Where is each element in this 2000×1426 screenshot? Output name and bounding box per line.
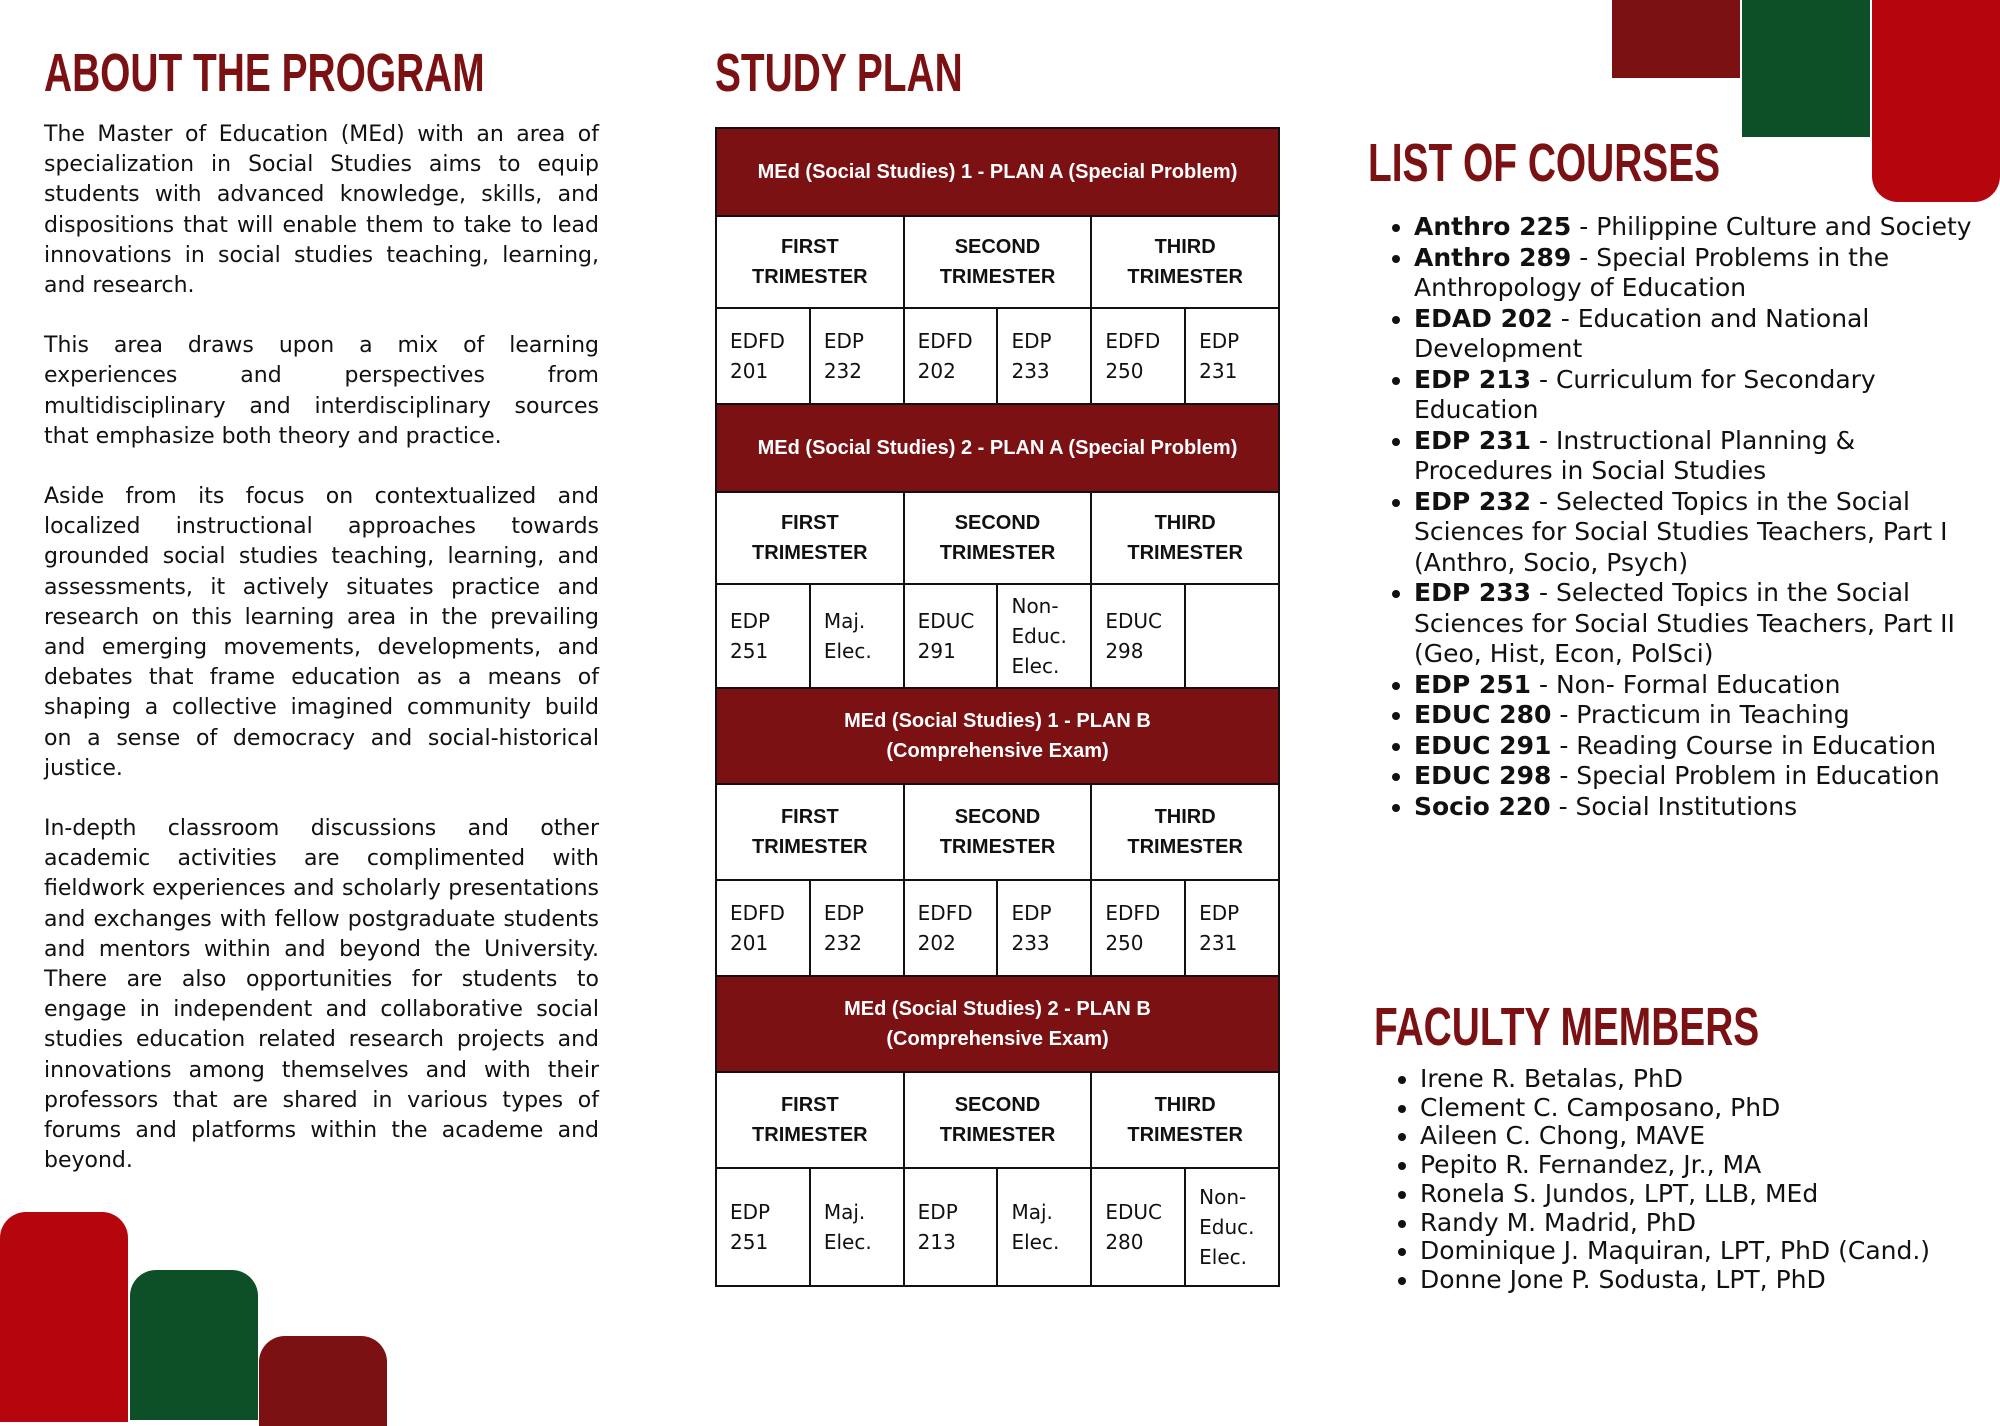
course-cell-line: EDP [1199,901,1240,925]
course-cell-line: EDP [1011,901,1052,925]
course-cell [904,1168,998,1286]
plan-title-line: MEd (Social Studies) 1 - PLAN B [844,710,1151,732]
course-cell-line: EDP [730,609,771,633]
about-paragraph: Aside from its focus on contextualized and localized instructional approaches towards grounded social studies teaching, learning, and assessments, it actively situates practice and research on this learning area in the prevailing and emerging movements, developments, and debates that frame education as a means of shaping a collective imagined community build on a sense of democracy and social-historical justice. [44,484,599,781]
course-item [1414,212,1974,243]
course-code: EDAD 202 [1414,303,1553,333]
course-cell [997,1168,1091,1286]
course-cell [1091,584,1185,688]
course-cell-line: EDP [823,901,864,925]
course-cell-line: Non- [1199,1185,1247,1209]
course-description: - Special Problem in Education [1551,761,1940,790]
trimester-header-third [1091,1072,1279,1168]
decor-block-maroon-top [1612,0,1740,78]
faculty-member: • Aileen C. Chong, MAVE [1420,1122,1980,1151]
course-cell-line: EDFD [1105,329,1161,353]
course-cell-line: Educ. [1011,624,1067,648]
faculty-member: • Dominique J. Maquiran, LPT, PhD (Cand.) [1420,1237,1980,1266]
faculty-member: • Donne Jone P. Sodusta, LPT, PhD [1420,1266,1980,1295]
trimester-label: TRIMESTER [1127,836,1243,858]
trimester-label: TRIMESTER [939,1124,1056,1146]
course-cell [716,308,810,404]
plan-title-line: (Comprehensive Exam) [886,1028,1109,1050]
trimester-label: SECOND [954,1094,1041,1116]
plan-title [716,976,1279,1072]
course-item [1414,700,1974,731]
trimester-label: TRIMESTER [939,266,1056,288]
trimester-label: TRIMESTER [752,266,868,288]
course-cell-line: EDUC [917,609,975,633]
course-cell-line: EDP [1199,329,1240,353]
trimester-header-second [904,216,1092,308]
trimester-header-first [716,784,904,880]
course-cell-line: Non- [1011,594,1059,618]
course-description: - Practicum in Teaching [1551,700,1850,729]
course-cell-line: 251 [730,1230,769,1254]
course-description: - Non- Formal Education [1531,669,1841,699]
course-cell-line: EDFD [1105,901,1161,925]
plan-title-line: MEd (Social Studies) 2 - PLAN B [844,998,1151,1020]
course-cell [1185,880,1279,976]
course-cell [904,584,998,688]
about-paragraph: This area draws upon a mix of learning experiences and perspectives from multidisciplinary and interdisciplinary sources that emphasize both theory and practice. [44,333,599,449]
course-cell-line: Maj. [823,609,866,633]
faculty-list [1390,1065,1980,1295]
course-cell [716,880,810,976]
course-cell-line: 251 [730,639,769,663]
trimester-label: TRIMESTER [939,542,1056,564]
course-cell-line: EDUC [1105,1200,1162,1224]
trimester-header-third [1091,784,1279,880]
trimester-header-second [904,784,1092,880]
course-cell [716,584,810,688]
trimester-label: THIRD [1154,236,1216,258]
course-cell [810,1168,904,1286]
course-cell-line: 250 [1105,359,1144,383]
course-description: - Special Problems in the Anthropology of Education [1414,242,1890,302]
course-description: - Social Institutions [1550,791,1798,821]
course-cell-line: Elec. [823,639,872,663]
course-cell-line: 231 [1199,931,1238,955]
course-cell-line: 280 [1105,1230,1144,1254]
faculty-member: • Clement C. Camposano, PhD [1420,1094,1980,1123]
course-cell-line: Educ. [1199,1215,1255,1239]
decor-block-red-top [1872,0,2000,202]
trimester-label: TRIMESTER [939,836,1056,858]
faculty-member: • Randy M. Madrid, PhD [1420,1209,1980,1238]
plan-title-line: (Comprehensive Exam) [886,740,1109,762]
course-cell [810,308,904,404]
course-item [1414,731,1974,762]
trimester-label: TRIMESTER [752,836,868,858]
course-cell [1091,1168,1185,1286]
course-code: Anthro 289 [1414,242,1572,272]
course-item [1414,365,1974,426]
about-text [44,120,599,1207]
about-paragraph: In-depth classroom discussions and other academic activities are complimented with fieldwork experiences and scholarly presentations and exchanges with fellow postgraduate students and mentors within and beyond the University. There are also opportunities for students to engage in independent and collaborative social studies education related research projects and innovations among themselves and with their professors that are shared in various types of forums and platforms within the academe and beyond. [44,816,599,1174]
course-cell [1091,308,1185,404]
course-cell [1185,308,1279,404]
faculty-member: • Irene R. Betalas, PhD [1420,1065,1980,1094]
course-code: EDUC 298 [1414,761,1552,790]
trimester-header-third [1091,492,1279,584]
course-cell-line: EDFD [917,329,973,353]
decor-block-maroon-bottom [259,1336,387,1426]
course-cell [1091,880,1185,976]
course-code: EDP 213 [1414,364,1532,394]
trimester-label: THIRD [1154,512,1216,534]
course-cell-line: 231 [1199,359,1238,383]
about-heading: ABOUT THE PROGRAM [44,43,485,103]
trimester-label: SECOND [954,512,1041,534]
course-description: - Selected Topics in the Social Sciences for Social Studies Teachers, Part II (Geo, Hist, Econ, PolSci) [1414,578,1955,668]
trimester-label: FIRST [780,512,839,534]
course-code: Socio 220 [1414,791,1551,821]
trimester-header-second [904,1072,1092,1168]
course-cell-line: 233 [1011,359,1050,383]
course-cell-line: Elec. [1011,654,1060,678]
course-cell [716,1168,810,1286]
about-paragraph: The Master of Education (MEd) with an area of specialization in Social Studies aims to equip students with advanced knowledge, skills, and dispositions that will enable them to take to lead innovations in social studies teaching, learning, and research. [44,122,599,299]
course-code: EDP 251 [1414,669,1532,699]
plan-title [716,128,1279,216]
trimester-header-second [904,492,1092,584]
course-item [1414,578,1974,670]
course-description: - Curriculum for Secondary Education [1414,364,1876,424]
course-cell-line: EDFD [917,901,973,925]
course-cell [997,584,1091,688]
trimester-label: TRIMESTER [752,542,868,564]
course-code: EDP 233 [1414,578,1532,607]
study-plan-heading: STUDY PLAN [715,43,963,103]
trimester-header-first [716,216,904,308]
course-cell [997,880,1091,976]
course-cell-line: 202 [917,931,956,955]
course-description: - Reading Course in Education [1551,730,1937,760]
course-item [1414,761,1974,792]
faculty-member: • Ronela S. Jundos, LPT, LLB, MEd [1420,1180,1980,1209]
course-cell-line: Elec. [1199,1245,1247,1269]
trimester-label: FIRST [780,236,839,258]
course-cell [1185,1168,1279,1286]
trimester-header-first [716,492,904,584]
faculty-member: • Pepito R. Fernandez, Jr., MA [1420,1151,1980,1180]
trimester-label: FIRST [780,806,839,828]
trimester-label: TRIMESTER [1127,1124,1243,1146]
course-description: - Philippine Culture and Society [1571,212,1972,241]
trimester-label: FIRST [780,1094,839,1116]
trimester-label: THIRD [1154,806,1216,828]
course-cell-line: 213 [917,1230,956,1254]
decor-block-green-bottom [130,1270,258,1420]
trimester-header-third [1091,216,1279,308]
course-cell-line: Elec. [823,1230,872,1254]
course-cell-line: 202 [917,359,956,383]
course-cell-line: 233 [1011,931,1050,955]
study-plan-table [715,127,1280,1287]
trimester-label: THIRD [1154,1094,1216,1116]
plan-title-line: MEd (Social Studies) 1 - PLAN A (Special Problem) [757,161,1238,183]
course-description: - Instructional Planning & Procedures in Social Studies [1414,425,1856,485]
course-cell [810,880,904,976]
course-cell-line: 298 [1105,639,1144,663]
faculty-heading: FACULTY MEMBERS [1374,997,1760,1057]
course-cell-line: Maj. [1011,1200,1053,1224]
course-item [1414,243,1974,304]
course-description: - Education and National Development [1414,303,1870,363]
course-cell [904,308,998,404]
course-cell [1185,584,1279,688]
decor-block-red-bottom [0,1212,128,1422]
course-item [1414,304,1974,365]
course-cell-line: EDP [730,1200,771,1224]
decor-block-green-top [1742,0,1870,137]
trimester-label: TRIMESTER [1127,542,1243,564]
course-cell [810,584,904,688]
course-code: Anthro 225 [1414,212,1572,241]
course-cell-line: 291 [917,639,956,663]
course-code: EDUC 291 [1414,730,1552,760]
trimester-label: SECOND [954,806,1041,828]
course-code: EDP 231 [1414,425,1532,455]
course-cell-line: EDP [823,329,864,353]
course-item [1414,487,1974,579]
course-cell-line: EDFD [730,329,785,353]
plan-title-line: MEd (Social Studies) 2 - PLAN A (Special Problem) [757,437,1238,459]
trimester-label: SECOND [954,236,1041,258]
course-description: - Selected Topics in the Social Sciences for Social Studies Teachers, Part I (Anthro, Socio, Psych) [1414,486,1948,577]
course-cell [997,308,1091,404]
course-item [1414,792,1974,823]
courses-heading: LIST OF COURSES [1368,133,1721,193]
course-item [1414,670,1974,701]
course-cell [904,880,998,976]
plan-title [716,688,1279,784]
course-cell-line: 232 [823,359,863,383]
course-code: EDP 232 [1414,486,1532,516]
courses-list [1384,212,1974,822]
course-cell-line: Elec. [1011,1230,1060,1254]
course-cell-line: 201 [730,931,769,955]
plan-title [716,404,1279,492]
course-cell-line: 250 [1105,931,1144,955]
course-cell-line: EDP [1011,329,1052,353]
trimester-label: TRIMESTER [1127,266,1243,288]
course-cell-line: 232 [823,931,863,955]
trimester-header-first [716,1072,904,1168]
course-cell-line: 201 [730,359,769,383]
course-code: EDUC 280 [1414,700,1552,729]
course-item [1414,426,1974,487]
course-cell-line: Maj. [823,1200,866,1224]
course-cell-line: EDFD [730,901,785,925]
trimester-label: TRIMESTER [752,1124,868,1146]
course-cell-line: EDP [917,1200,958,1224]
course-cell-line: EDUC [1105,609,1162,633]
